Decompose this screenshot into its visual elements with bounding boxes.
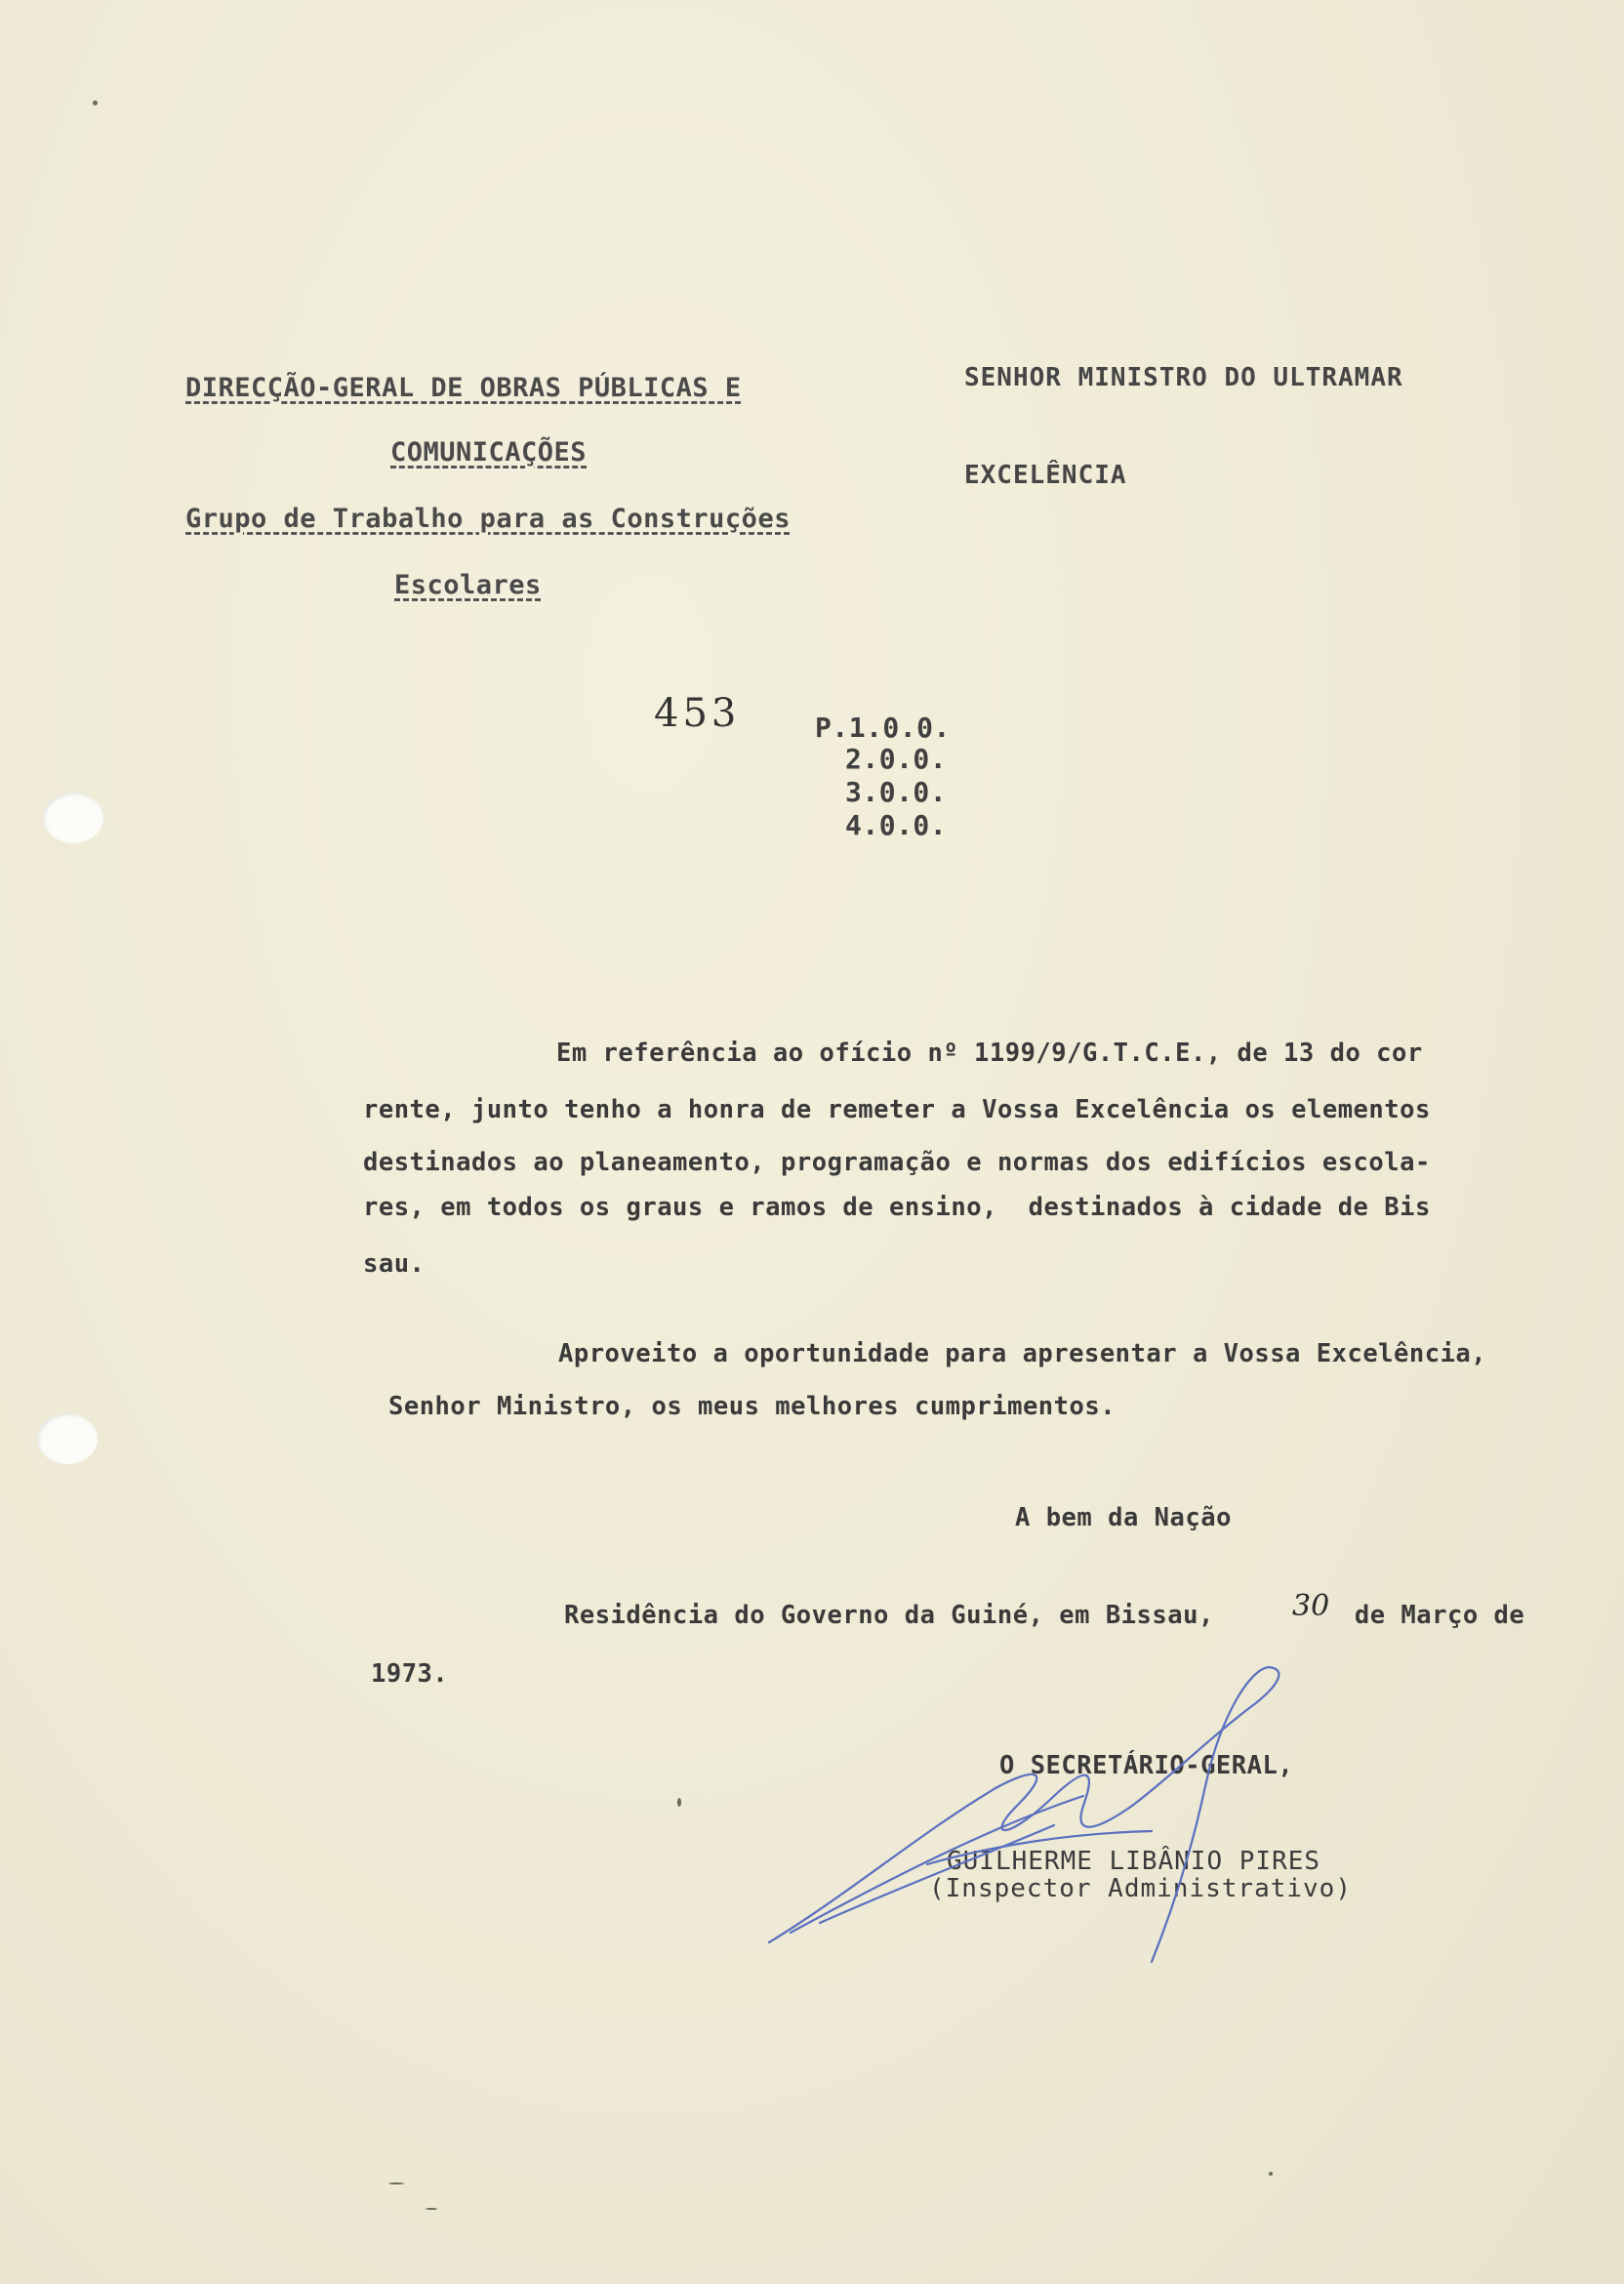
letterhead-line-1: DIRECÇÃO-GERAL DE OBRAS PÚBLICAS E xyxy=(185,373,742,403)
reference-number: 453 xyxy=(654,691,741,736)
date-year: 1973. xyxy=(371,1659,449,1689)
date-day-handwritten: 30 xyxy=(1292,1589,1330,1623)
body-para1-line-4: res, em todos os graus e ramos de ensino, destinados à cidade de Bis xyxy=(363,1193,1431,1222)
handwritten-signature xyxy=(761,1659,1425,1972)
signature-stroke xyxy=(769,1667,1279,1962)
date-line-end: de Março de xyxy=(1339,1601,1525,1630)
signatory-title: O SECRETÁRIO-GERAL, xyxy=(999,1751,1294,1780)
punch-hole-top xyxy=(43,793,103,843)
reference-code-1: P.1.0.0. xyxy=(815,712,951,744)
paper-speck xyxy=(426,2208,437,2210)
addressee-line-2: EXCELÊNCIA xyxy=(964,461,1127,490)
signatory-name: GUILHERME LIBÂNIO PIRES xyxy=(947,1847,1321,1876)
reference-code-2: 2.0.0. xyxy=(845,743,948,775)
body-para1-line-1: Em referência ao ofício nº 1199/9/G.T.C.E., de 13 do cor xyxy=(556,1039,1423,1068)
body-para2-line-1: Aproveito a oportunidade para apresentar a Vossa Excelência, xyxy=(558,1339,1487,1368)
signatory-role: (Inspector Administrativo) xyxy=(929,1874,1352,1903)
letterhead-line-3: Grupo de Trabalho para as Construções xyxy=(185,504,791,534)
body-para2-line-2: Senhor Ministro, os meus melhores cumprimentos. xyxy=(388,1392,1116,1421)
body-para1-line-3: destinados ao planeamento, programação e normas dos edifícios escola- xyxy=(363,1148,1431,1177)
paper-speck xyxy=(388,2182,404,2184)
letterhead-line-2: COMUNICAÇÕES xyxy=(390,437,588,468)
signature-stroke xyxy=(791,1796,1083,1933)
letterhead-line-4: Escolares xyxy=(394,570,542,600)
signature-stroke xyxy=(820,1825,1054,1923)
punch-hole-bottom xyxy=(37,1413,98,1464)
paper-speck xyxy=(677,1798,681,1807)
date-line-start: Residência do Governo da Guiné, em Bissau, xyxy=(564,1601,1214,1630)
signature-stroke xyxy=(927,1831,1152,1864)
body-para1-line-5: sau. xyxy=(363,1249,426,1279)
reference-code-4: 4.0.0. xyxy=(845,809,948,841)
body-para1-line-2: rente, junto tenho a honra de remeter a Vossa Excelência os elementos xyxy=(363,1095,1431,1124)
reference-code-3: 3.0.0. xyxy=(845,776,948,808)
closing-formula: A bem da Nação xyxy=(1015,1503,1232,1532)
addressee-line-1: SENHOR MINISTRO DO ULTRAMAR xyxy=(964,363,1403,392)
paper-speck xyxy=(1269,2172,1273,2176)
paper-speck xyxy=(93,101,98,105)
